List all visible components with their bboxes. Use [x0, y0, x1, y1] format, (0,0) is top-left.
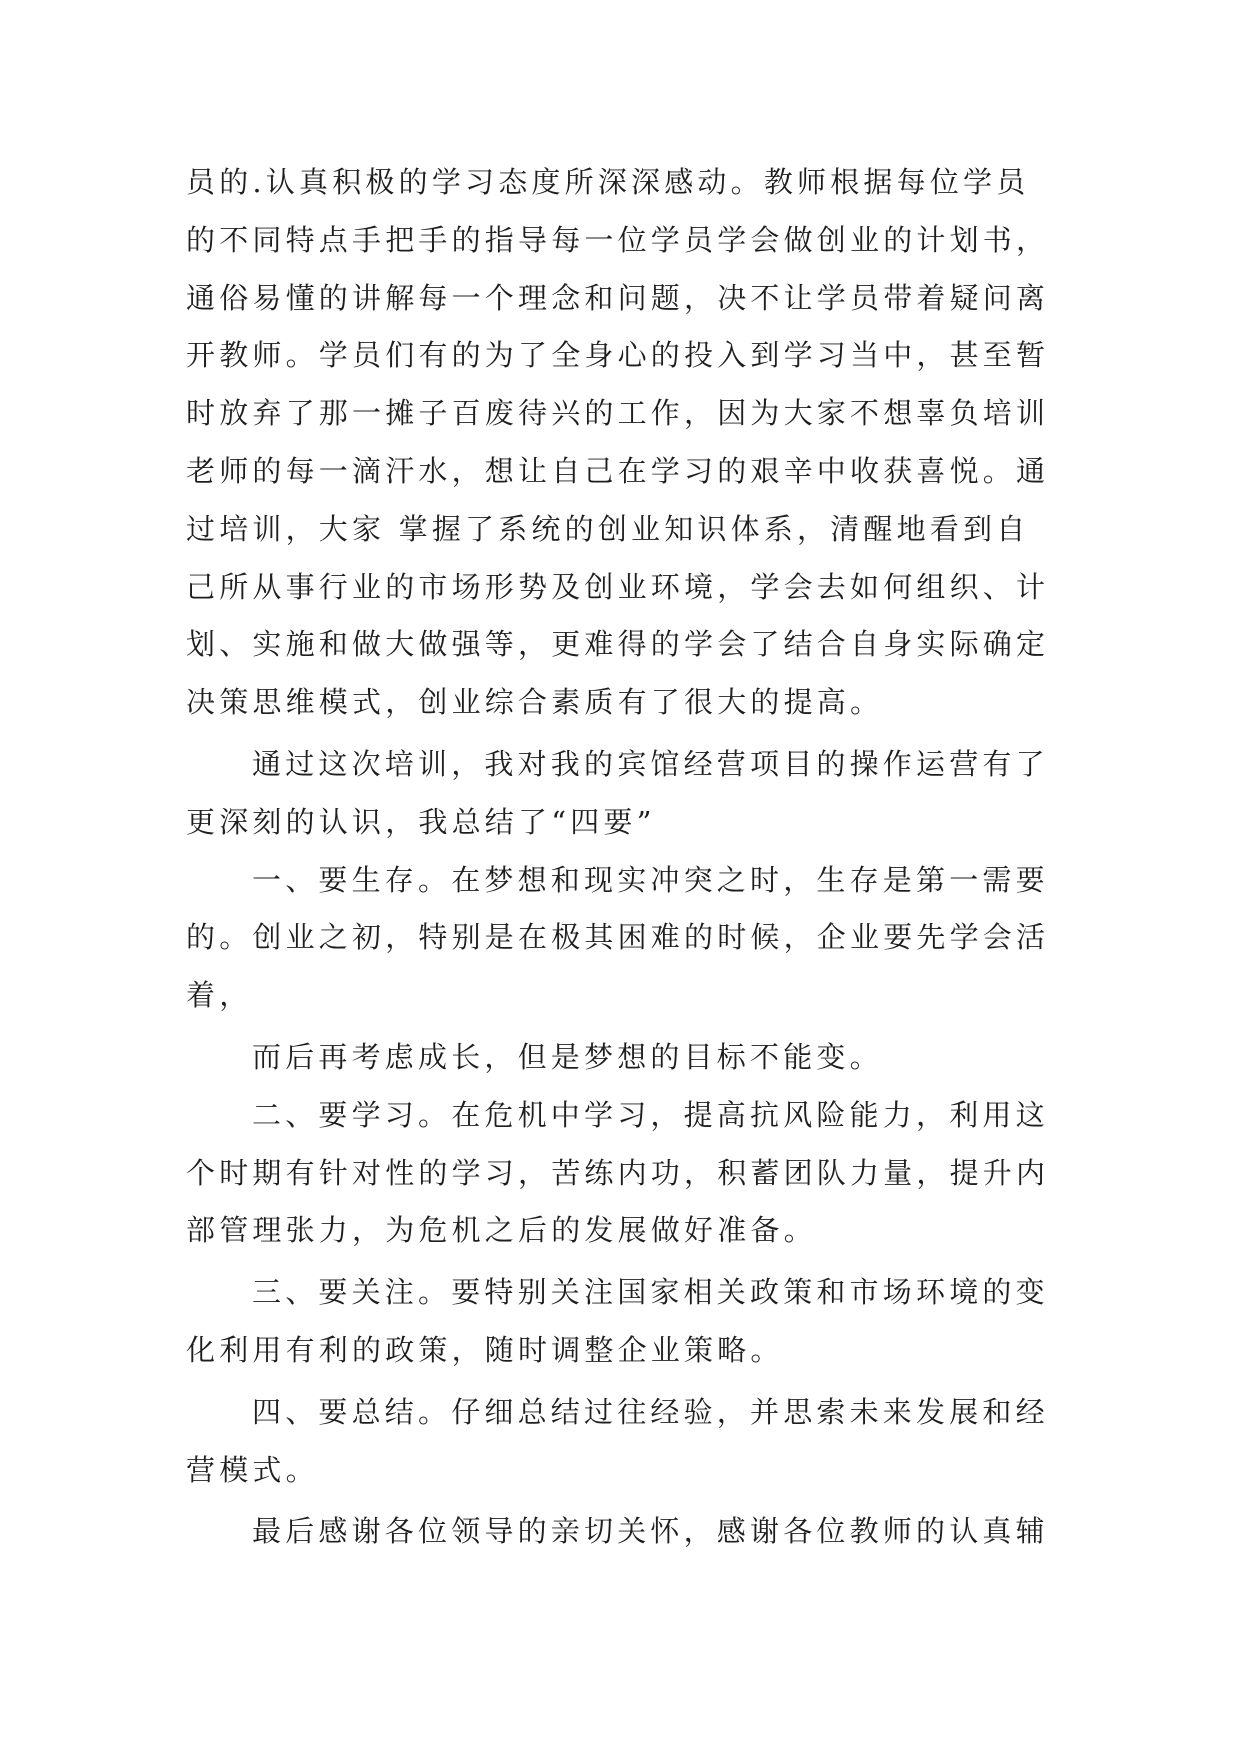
body-text	[186, 154, 1086, 1561]
text-line: 一、要生存。在梦想和现实冲突之时，生存是第一需要	[252, 862, 1049, 897]
paragraph-2	[186, 736, 1086, 852]
paragraph-6	[186, 1264, 1086, 1380]
text-line: 老师的每一滴汗水，想让自己在学习的艰辛中收获喜悦。通	[186, 453, 1050, 488]
text-line: 化利用有利的政策，随时调整企业策略。	[186, 1332, 784, 1367]
text-line: 个时期有针对性的学习，苦练内功，积蓄团队力量，提升内	[186, 1155, 1050, 1190]
text-line: 时放弃了那一摊子百废待兴的工作，因为大家不想辜负培训	[186, 396, 1050, 431]
paragraph-5	[186, 1087, 1086, 1260]
text-line: 的不同特点手把手的指导每一位学员学会做创业的计划书，	[186, 222, 1050, 257]
paragraph-7	[186, 1384, 1086, 1500]
text-line: 开教师。学员们有的为了全身心的投入到学习当中，甚至暂	[186, 338, 1050, 373]
text-line: 己所从事行业的市场形势及创业环境，学会去如何组织、计	[186, 569, 1050, 604]
text-line: 更深刻的认识，我总结了“四要”	[186, 804, 656, 839]
text-line: 二、要学习。在危机中学习，提高抗风险能力，利用这	[252, 1097, 1049, 1132]
text-line: 着，	[186, 978, 253, 1013]
text-line: 员的.认真积极的学习态度所深深感动。教师根据每位学员	[186, 165, 1030, 199]
paragraph-4	[186, 1029, 1086, 1087]
text-line: 划、实施和做大做强等，更难得的学会了结合自身实际确定	[186, 627, 1050, 662]
text-line: 的。创业之初，特别是在极其困难的时候，企业要先学会活	[186, 920, 1050, 955]
text-line: 部管理张力，为危机之后的发展做好准备。	[186, 1213, 817, 1248]
paragraph-8	[186, 1503, 1086, 1561]
text-line: 过培训，大家 掌握了系统的创业知识体系，清醒地看到自	[186, 511, 1030, 546]
text-line: 通过这次培训，我对我的宾馆经营项目的操作运营有了	[252, 746, 1049, 781]
text-line: 最后感谢各位领导的亲切关怀，感谢各位教师的认真辅	[252, 1514, 1049, 1549]
paragraph-1	[186, 154, 1086, 732]
text-line: 四、要总结。仔细总结过往经验，并思索未来发展和经	[252, 1394, 1049, 1429]
text-line: 决策思维模式，创业综合素质有了很大的提高。	[186, 685, 884, 720]
text-line: 三、要关注。要特别关注国家相关政策和市场环境的变	[252, 1275, 1049, 1310]
text-line: 而后再考虑成长，但是梦想的目标不能变。	[252, 1039, 883, 1074]
text-line: 通俗易懂的讲解每一个理念和问题，决不让学员带着疑问离	[186, 280, 1050, 315]
paragraph-3	[186, 852, 1086, 1025]
text-line: 营模式。	[186, 1452, 319, 1487]
